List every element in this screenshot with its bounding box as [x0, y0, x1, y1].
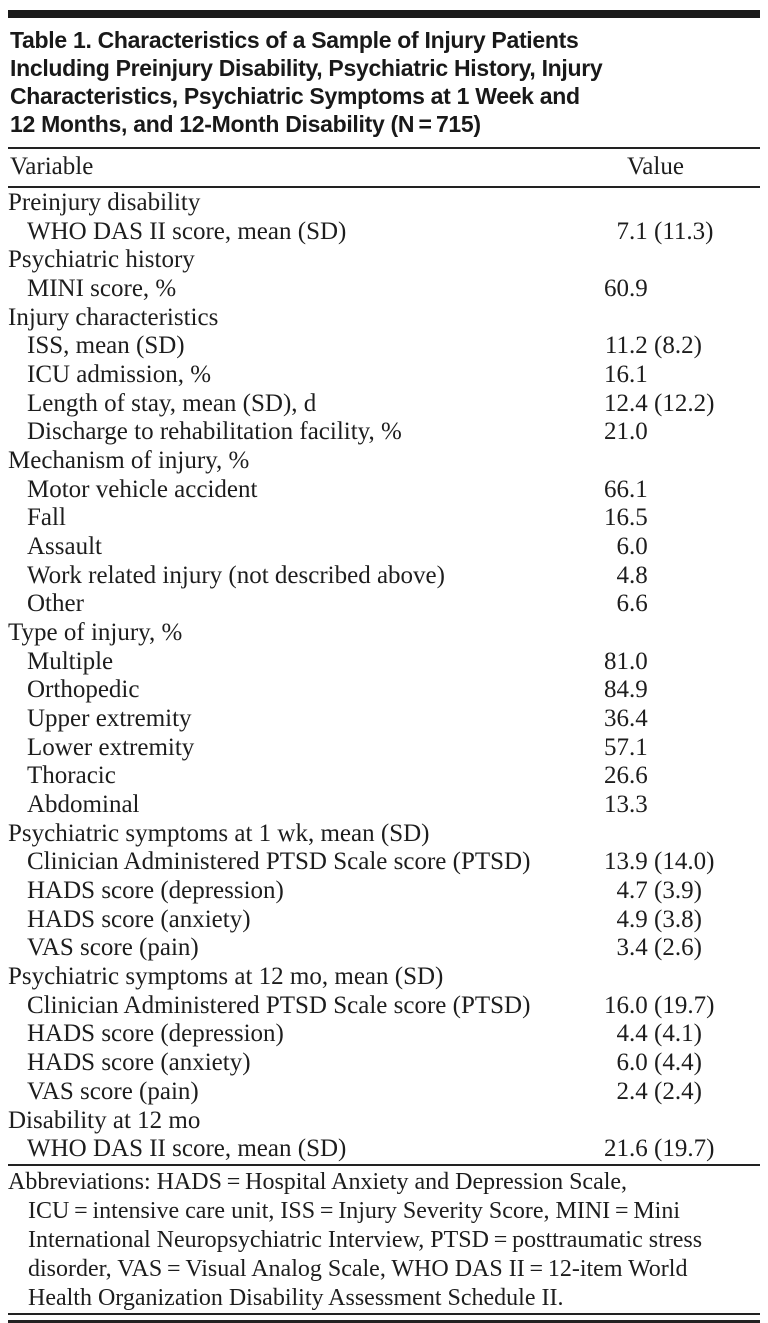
row-value-integer-part: 4 — [616, 1020, 629, 1048]
row-value-rest: .3 — [629, 791, 648, 819]
row-label: VAS score (pain) — [27, 1077, 199, 1105]
table-row — [8, 648, 760, 677]
section-header-row — [8, 963, 760, 992]
row-value-integer-part: 26 — [604, 762, 629, 790]
row-value-rest: .4 (12.2) — [629, 389, 715, 417]
row-value-integer-part: 13 — [604, 848, 629, 876]
row-label: Other — [27, 590, 84, 618]
table-row — [8, 1135, 760, 1164]
row-value-rest: .7 (3.9) — [629, 877, 702, 905]
row-value — [604, 218, 713, 247]
row-value — [604, 648, 648, 677]
row-value-rest: .1 — [629, 733, 648, 761]
row-label: ISS, mean (SD) — [27, 332, 185, 360]
rule-below-title — [8, 147, 760, 149]
table-row — [8, 1078, 760, 1107]
footnote-line: Health Organization Disability Assessment Schedule II. — [28, 1285, 564, 1311]
row-value-integer-part: 4 — [616, 905, 629, 933]
row-value-rest: .9 (3.8) — [629, 905, 702, 933]
row-value-rest: .9 — [629, 275, 648, 303]
row-value-integer-part: 16 — [604, 361, 629, 389]
row-label: Psychiatric symptoms at 1 wk, mean (SD) — [8, 819, 430, 847]
section-header-row — [8, 189, 760, 218]
row-value-rest: .0 (4.4) — [629, 1049, 702, 1077]
row-value-integer-part: 6 — [616, 1049, 629, 1077]
row-value-integer-part: 57 — [604, 733, 629, 761]
table-title — [10, 26, 758, 138]
row-value — [604, 791, 648, 820]
row-value-integer-part: 60 — [604, 275, 629, 303]
row-value-rest: .2 (8.2) — [629, 332, 702, 360]
row-value — [604, 1135, 714, 1164]
row-value-rest: .0 — [629, 533, 648, 561]
row-label: ICU admission, % — [27, 361, 212, 389]
row-value-rest: .6 (19.7) — [629, 1135, 715, 1163]
row-label: Assault — [27, 533, 102, 561]
row-value-integer-part: 66 — [604, 475, 629, 503]
section-header-row — [8, 1107, 760, 1136]
row-value — [604, 705, 648, 734]
column-header-variable: Variable — [10, 153, 94, 180]
table-row — [8, 676, 760, 705]
table-title-line: Characteristics, Psychiatric Symptoms at 1 Week and — [10, 83, 580, 109]
row-value-integer-part: 7 — [616, 217, 629, 245]
row-value-rest: .9 — [629, 676, 648, 704]
row-value — [604, 734, 648, 763]
row-label: Thoracic — [27, 762, 116, 790]
row-label: HADS score (anxiety) — [27, 905, 251, 933]
row-value — [604, 418, 648, 447]
table-row — [8, 762, 760, 791]
row-value-integer-part: 21 — [604, 1135, 629, 1163]
row-value — [604, 762, 648, 791]
row-label: HADS score (depression) — [27, 877, 284, 905]
row-label: Lower extremity — [27, 733, 195, 761]
row-label: Fall — [27, 504, 66, 532]
row-value-integer-part: 13 — [604, 791, 629, 819]
row-value — [604, 275, 648, 304]
table-row — [8, 848, 760, 877]
row-value-rest: .0 — [629, 647, 648, 675]
row-value-rest: .1 — [629, 475, 648, 503]
row-label: HADS score (depression) — [27, 1020, 284, 1048]
section-header-row — [8, 246, 760, 275]
table-row — [8, 476, 760, 505]
row-value-integer-part: 16 — [604, 991, 629, 1019]
table-row — [8, 877, 760, 906]
row-label: Type of injury, % — [8, 619, 183, 647]
table-row — [8, 332, 760, 361]
footnote-line: International Neuropsychiatric Interview, PTSD = posttraumatic stress — [28, 1227, 703, 1253]
table-row — [8, 275, 760, 304]
row-value — [604, 390, 714, 419]
row-label: Orthopedic — [27, 676, 140, 704]
row-value-integer-part: 2 — [616, 1077, 629, 1105]
row-value-integer-part: 84 — [604, 676, 629, 704]
row-value-rest: .1 (11.3) — [629, 217, 714, 245]
row-value-integer-part: 4 — [616, 877, 629, 905]
row-value — [604, 476, 648, 505]
row-value — [604, 332, 702, 361]
row-value-integer-part: 6 — [616, 533, 629, 561]
row-value-integer-part: 11 — [604, 332, 629, 360]
section-header-row — [8, 304, 760, 333]
row-value — [604, 676, 648, 705]
table-row — [8, 504, 760, 533]
row-value-rest: .1 — [629, 361, 648, 389]
row-label: Clinician Administered PTSD Scale score (PTSD) — [27, 848, 531, 876]
abbreviations-footnote — [8, 1168, 760, 1313]
row-label: Preinjury disability — [8, 189, 201, 216]
footnote-line: disorder, VAS = Visual Analog Scale, WHO DAS II = 12-item World — [28, 1256, 688, 1282]
row-label: Multiple — [27, 647, 114, 675]
row-value-rest: .5 — [629, 504, 648, 532]
row-value — [604, 934, 702, 963]
row-value — [604, 848, 714, 877]
row-value-integer-part: 12 — [604, 389, 629, 417]
column-header-row — [8, 150, 760, 186]
row-value — [604, 1078, 702, 1107]
row-value — [604, 533, 648, 562]
row-value-integer-part: 21 — [604, 418, 629, 446]
row-label: Psychiatric symptoms at 12 mo, mean (SD) — [8, 963, 444, 991]
row-label: VAS score (pain) — [27, 934, 199, 962]
row-value-integer-part: 4 — [616, 561, 629, 589]
table-row — [8, 906, 760, 935]
row-label: Upper extremity — [27, 705, 192, 733]
row-value — [604, 562, 648, 591]
rule-bottom-upper — [8, 1313, 760, 1315]
row-label: Injury characteristics — [8, 303, 219, 331]
footnote-line: ICU = intensive care unit, ISS = Injury Severity Score, MINI = Mini — [28, 1198, 680, 1224]
row-label: Mechanism of injury, % — [8, 447, 250, 475]
rule-above-footnote — [8, 1164, 760, 1166]
row-value-rest: .9 (14.0) — [629, 848, 715, 876]
row-label: Length of stay, mean (SD), d — [27, 389, 317, 417]
section-header-row — [8, 619, 760, 648]
row-label: MINI score, % — [27, 275, 177, 303]
table-row — [8, 418, 760, 447]
table-row — [8, 992, 760, 1021]
table-top-bar — [8, 10, 760, 18]
table-title-line: Including Preinjury Disability, Psychiatric History, Injury — [10, 55, 603, 81]
row-value — [604, 1049, 702, 1078]
rule-below-header — [8, 186, 760, 188]
row-label: Psychiatric history — [8, 246, 195, 274]
row-label: Motor vehicle accident — [27, 475, 258, 503]
row-label: WHO DAS II score, mean (SD) — [27, 1135, 347, 1163]
section-header-row — [8, 447, 760, 476]
table-row — [8, 934, 760, 963]
row-value-rest: .0 — [629, 418, 648, 446]
row-value-rest: .6 — [629, 590, 648, 618]
row-value-integer-part: 3 — [616, 934, 629, 962]
row-label: Abdominal — [27, 791, 140, 819]
section-header-row — [8, 820, 760, 849]
row-value — [604, 590, 648, 619]
row-value-integer-part: 6 — [616, 590, 629, 618]
row-value-rest: .0 (19.7) — [629, 991, 715, 1019]
row-value-integer-part: 16 — [604, 504, 629, 532]
row-label: WHO DAS II score, mean (SD) — [27, 217, 347, 245]
row-value-rest: .4 — [629, 705, 648, 733]
footnote-line: Abbreviations: HADS = Hospital Anxiety and Depression Scale, — [8, 1169, 628, 1195]
row-value-integer-part: 81 — [604, 647, 629, 675]
table-row — [8, 705, 760, 734]
table-row — [8, 218, 760, 247]
table-row — [8, 791, 760, 820]
table-row — [8, 1049, 760, 1078]
row-value-rest: .4 (2.4) — [629, 1077, 702, 1105]
table-row — [8, 533, 760, 562]
row-value — [604, 504, 648, 533]
table-title-line: 12 Months, and 12-Month Disability (N = 715) — [10, 111, 481, 137]
column-header-value: Value — [627, 153, 684, 180]
table-title-line: Table 1. Characteristics of a Sample of Injury Patients — [10, 27, 579, 53]
row-value-rest: .8 — [629, 561, 648, 589]
row-value — [604, 1020, 702, 1049]
row-value — [604, 992, 714, 1021]
row-value — [604, 877, 702, 906]
table-row — [8, 734, 760, 763]
table-row — [8, 562, 760, 591]
row-label: Discharge to rehabilitation facility, % — [27, 418, 402, 446]
row-value-rest: .4 (4.1) — [629, 1020, 702, 1048]
table-body — [8, 189, 760, 1164]
row-value — [604, 361, 648, 390]
row-value-rest: .4 (2.6) — [629, 934, 702, 962]
row-label: Work related injury (not described above) — [27, 561, 445, 589]
row-label: Disability at 12 mo — [8, 1106, 201, 1134]
table-row — [8, 390, 760, 419]
row-label: Clinician Administered PTSD Scale score (PTSD) — [27, 991, 531, 1019]
row-value-integer-part: 36 — [604, 705, 629, 733]
row-label: HADS score (anxiety) — [27, 1049, 251, 1077]
table-row — [8, 590, 760, 619]
row-value — [604, 906, 702, 935]
table-row — [8, 1020, 760, 1049]
table-row — [8, 361, 760, 390]
row-value-rest: .6 — [629, 762, 648, 790]
